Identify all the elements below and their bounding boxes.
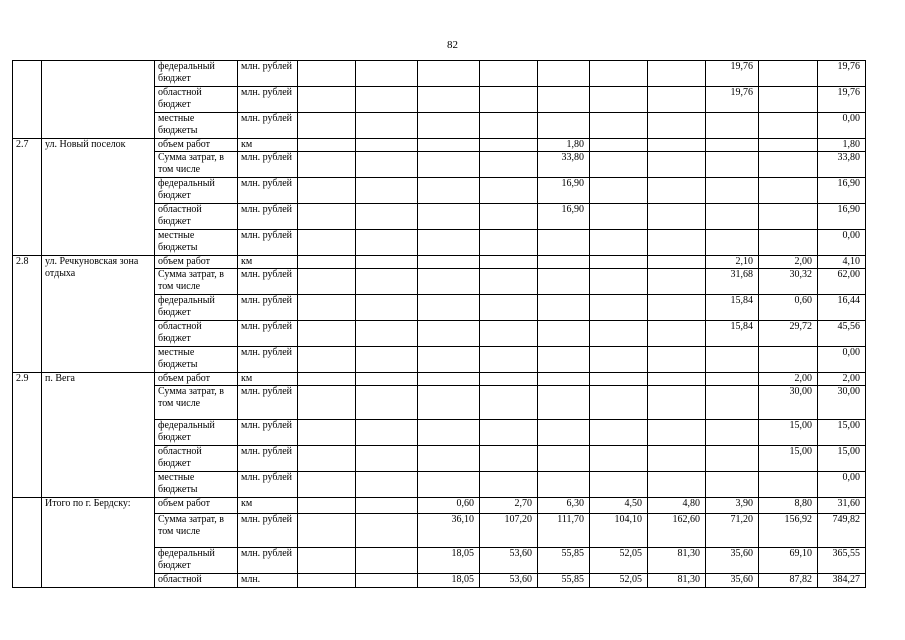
value-cell: [298, 178, 356, 204]
item-number: 2.8: [13, 256, 42, 373]
value-cell: [356, 295, 418, 321]
value-cell: [648, 373, 706, 386]
item-number: [13, 498, 42, 588]
table-row: [13, 139, 866, 152]
value-cell: [590, 152, 648, 178]
page-number: 82: [447, 39, 458, 51]
value-cell: [480, 347, 538, 373]
value-cell: [538, 230, 590, 256]
value-cell: 2,00: [759, 256, 818, 269]
value-cell: [706, 347, 759, 373]
unit-cell: млн. рублей: [238, 87, 298, 113]
value-cell: 62,00: [818, 269, 866, 295]
value-cell: [590, 420, 648, 446]
indicator-cell: областной бюджет: [155, 87, 238, 113]
table-row: [13, 256, 866, 269]
value-cell: [356, 152, 418, 178]
value-cell: [298, 113, 356, 139]
value-cell: [538, 373, 590, 386]
value-cell: [648, 347, 706, 373]
value-cell: [538, 472, 590, 498]
value-cell: [418, 420, 480, 446]
value-cell: 8,80: [759, 498, 818, 514]
value-cell: [298, 347, 356, 373]
value-cell: [356, 347, 418, 373]
value-cell: [418, 87, 480, 113]
value-cell: [590, 386, 648, 420]
value-cell: [759, 178, 818, 204]
value-cell: [538, 347, 590, 373]
value-cell: [590, 204, 648, 230]
unit-cell: млн. рублей: [238, 230, 298, 256]
value-cell: [590, 295, 648, 321]
value-cell: 365,55: [818, 548, 866, 574]
value-cell: 4,50: [590, 498, 648, 514]
value-cell: [706, 230, 759, 256]
value-cell: 2,00: [759, 373, 818, 386]
value-cell: 81,30: [648, 574, 706, 588]
value-cell: [480, 139, 538, 152]
value-cell: 71,20: [706, 514, 759, 548]
value-cell: [418, 152, 480, 178]
value-cell: [298, 548, 356, 574]
value-cell: 81,30: [648, 548, 706, 574]
value-cell: 16,90: [818, 204, 866, 230]
value-cell: 104,10: [590, 514, 648, 548]
table-row: [13, 61, 866, 87]
unit-cell: млн. рублей: [238, 472, 298, 498]
value-cell: [648, 139, 706, 152]
value-cell: 29,72: [759, 321, 818, 347]
unit-cell: млн. рублей: [238, 204, 298, 230]
value-cell: [706, 472, 759, 498]
value-cell: [480, 373, 538, 386]
value-cell: 18,05: [418, 574, 480, 588]
value-cell: [356, 256, 418, 269]
value-cell: [480, 446, 538, 472]
unit-cell: млн. рублей: [238, 61, 298, 87]
indicator-cell: местные бюджеты: [155, 230, 238, 256]
value-cell: [356, 498, 418, 514]
value-cell: [648, 446, 706, 472]
value-cell: [706, 113, 759, 139]
value-cell: [480, 204, 538, 230]
value-cell: [648, 178, 706, 204]
value-cell: 749,82: [818, 514, 866, 548]
value-cell: [590, 230, 648, 256]
value-cell: [480, 321, 538, 347]
value-cell: 19,76: [706, 87, 759, 113]
value-cell: [480, 152, 538, 178]
value-cell: [298, 269, 356, 295]
unit-cell: км: [238, 256, 298, 269]
value-cell: [298, 514, 356, 548]
value-cell: 0,00: [818, 472, 866, 498]
value-cell: 15,00: [759, 420, 818, 446]
value-cell: 1,80: [538, 139, 590, 152]
unit-cell: млн. рублей: [238, 514, 298, 548]
table-row: [13, 498, 866, 514]
value-cell: [706, 204, 759, 230]
value-cell: [648, 61, 706, 87]
value-cell: [480, 386, 538, 420]
indicator-cell: местные бюджеты: [155, 113, 238, 139]
object-name: ул. Новый поселок: [42, 139, 155, 256]
value-cell: [590, 113, 648, 139]
value-cell: [648, 256, 706, 269]
value-cell: 0,00: [818, 347, 866, 373]
value-cell: [418, 139, 480, 152]
value-cell: 16,90: [538, 178, 590, 204]
value-cell: 33,80: [818, 152, 866, 178]
unit-cell: км: [238, 373, 298, 386]
value-cell: [356, 321, 418, 347]
value-cell: 4,10: [818, 256, 866, 269]
value-cell: [356, 204, 418, 230]
value-cell: [418, 472, 480, 498]
indicator-cell: объем работ: [155, 139, 238, 152]
value-cell: [480, 295, 538, 321]
value-cell: [298, 61, 356, 87]
value-cell: 0,00: [818, 230, 866, 256]
value-cell: 19,76: [818, 61, 866, 87]
item-number: [13, 61, 42, 139]
value-cell: 0,00: [818, 113, 866, 139]
value-cell: [298, 256, 356, 269]
value-cell: [356, 87, 418, 113]
value-cell: 15,00: [818, 420, 866, 446]
value-cell: [538, 269, 590, 295]
value-cell: [298, 574, 356, 588]
value-cell: [418, 321, 480, 347]
value-cell: [298, 87, 356, 113]
indicator-cell: Сумма затрат, в том числе: [155, 152, 238, 178]
value-cell: [480, 87, 538, 113]
indicator-cell: областной бюджет: [155, 204, 238, 230]
value-cell: [298, 295, 356, 321]
value-cell: 30,32: [759, 269, 818, 295]
value-cell: [538, 113, 590, 139]
value-cell: [356, 178, 418, 204]
unit-cell: млн. рублей: [238, 295, 298, 321]
value-cell: 55,85: [538, 574, 590, 588]
indicator-cell: федеральный бюджет: [155, 61, 238, 87]
value-cell: 52,05: [590, 574, 648, 588]
value-cell: [480, 472, 538, 498]
value-cell: [356, 139, 418, 152]
value-cell: [298, 139, 356, 152]
value-cell: [418, 204, 480, 230]
value-cell: [298, 386, 356, 420]
value-cell: 15,84: [706, 321, 759, 347]
value-cell: [418, 113, 480, 139]
value-cell: [706, 373, 759, 386]
value-cell: 15,84: [706, 295, 759, 321]
value-cell: 87,82: [759, 574, 818, 588]
value-cell: [759, 139, 818, 152]
value-cell: [759, 347, 818, 373]
value-cell: [590, 87, 648, 113]
value-cell: [648, 420, 706, 446]
value-cell: [590, 139, 648, 152]
value-cell: [590, 347, 648, 373]
value-cell: [706, 420, 759, 446]
indicator-cell: федеральный бюджет: [155, 178, 238, 204]
value-cell: [298, 498, 356, 514]
value-cell: [480, 178, 538, 204]
value-cell: [538, 386, 590, 420]
value-cell: [538, 87, 590, 113]
value-cell: [706, 139, 759, 152]
indicator-cell: федеральный бюджет: [155, 420, 238, 446]
value-cell: [298, 230, 356, 256]
unit-cell: млн. рублей: [238, 269, 298, 295]
unit-cell: млн. рублей: [238, 321, 298, 347]
value-cell: [480, 61, 538, 87]
value-cell: [590, 256, 648, 269]
value-cell: [298, 472, 356, 498]
indicator-cell: Сумма затрат, в том числе: [155, 386, 238, 420]
value-cell: [590, 269, 648, 295]
value-cell: [759, 230, 818, 256]
value-cell: [706, 386, 759, 420]
value-cell: 384,27: [818, 574, 866, 588]
value-cell: [480, 113, 538, 139]
indicator-cell: областной: [155, 574, 238, 588]
value-cell: [356, 420, 418, 446]
value-cell: [298, 152, 356, 178]
value-cell: [418, 269, 480, 295]
value-cell: [356, 269, 418, 295]
value-cell: 19,76: [818, 87, 866, 113]
item-number: 2.7: [13, 139, 42, 256]
value-cell: 53,60: [480, 548, 538, 574]
value-cell: [298, 373, 356, 386]
value-cell: [418, 295, 480, 321]
value-cell: [356, 574, 418, 588]
value-cell: [356, 514, 418, 548]
object-name: п. Вега: [42, 373, 155, 498]
value-cell: [538, 61, 590, 87]
item-number: 2.9: [13, 373, 42, 498]
indicator-cell: Сумма затрат, в том числе: [155, 269, 238, 295]
value-cell: 19,76: [706, 61, 759, 87]
value-cell: [418, 446, 480, 472]
value-cell: [706, 152, 759, 178]
value-cell: [480, 420, 538, 446]
unit-cell: млн. рублей: [238, 113, 298, 139]
indicator-cell: объем работ: [155, 256, 238, 269]
value-cell: [298, 420, 356, 446]
value-cell: 16,44: [818, 295, 866, 321]
value-cell: 33,80: [538, 152, 590, 178]
value-cell: [356, 386, 418, 420]
value-cell: 107,20: [480, 514, 538, 548]
value-cell: 36,10: [418, 514, 480, 548]
value-cell: [356, 472, 418, 498]
value-cell: 18,05: [418, 548, 480, 574]
value-cell: 1,80: [818, 139, 866, 152]
value-cell: [706, 446, 759, 472]
value-cell: 45,56: [818, 321, 866, 347]
value-cell: [480, 269, 538, 295]
value-cell: 162,60: [648, 514, 706, 548]
value-cell: [418, 256, 480, 269]
value-cell: [356, 61, 418, 87]
value-cell: 6,30: [538, 498, 590, 514]
value-cell: 30,00: [759, 386, 818, 420]
object-name: [42, 61, 155, 139]
value-cell: [356, 548, 418, 574]
value-cell: 0,60: [759, 295, 818, 321]
value-cell: [298, 446, 356, 472]
unit-cell: млн. рублей: [238, 386, 298, 420]
value-cell: [538, 321, 590, 347]
unit-cell: млн. рублей: [238, 178, 298, 204]
value-cell: 16,90: [818, 178, 866, 204]
indicator-cell: Сумма затрат, в том числе: [155, 514, 238, 548]
value-cell: [648, 204, 706, 230]
indicator-cell: областной бюджет: [155, 321, 238, 347]
value-cell: 31,60: [818, 498, 866, 514]
value-cell: [418, 373, 480, 386]
value-cell: 3,90: [706, 498, 759, 514]
value-cell: [648, 113, 706, 139]
value-cell: [538, 295, 590, 321]
indicator-cell: местные бюджеты: [155, 347, 238, 373]
value-cell: [759, 87, 818, 113]
unit-cell: млн. рублей: [238, 152, 298, 178]
budget-table: [12, 60, 866, 588]
value-cell: 156,92: [759, 514, 818, 548]
unit-cell: млн. рублей: [238, 347, 298, 373]
value-cell: [356, 373, 418, 386]
value-cell: 2,10: [706, 256, 759, 269]
value-cell: 0,60: [418, 498, 480, 514]
value-cell: 16,90: [538, 204, 590, 230]
value-cell: [648, 295, 706, 321]
value-cell: [590, 446, 648, 472]
value-cell: [298, 204, 356, 230]
value-cell: 15,00: [818, 446, 866, 472]
value-cell: [418, 347, 480, 373]
value-cell: 69,10: [759, 548, 818, 574]
unit-cell: млн.: [238, 574, 298, 588]
value-cell: 35,60: [706, 574, 759, 588]
value-cell: [648, 269, 706, 295]
value-cell: [648, 87, 706, 113]
value-cell: 15,00: [759, 446, 818, 472]
value-cell: [648, 230, 706, 256]
value-cell: 2,00: [818, 373, 866, 386]
indicator-cell: федеральный бюджет: [155, 295, 238, 321]
value-cell: [590, 178, 648, 204]
indicator-cell: областной бюджет: [155, 446, 238, 472]
unit-cell: млн. рублей: [238, 548, 298, 574]
value-cell: 31,68: [706, 269, 759, 295]
value-cell: [590, 61, 648, 87]
value-cell: 53,60: [480, 574, 538, 588]
value-cell: [648, 152, 706, 178]
object-name: ул. Речкуновская зона отдыха: [42, 256, 155, 373]
table-row: [13, 373, 866, 386]
indicator-cell: федеральный бюджет: [155, 548, 238, 574]
value-cell: [480, 256, 538, 269]
value-cell: 55,85: [538, 548, 590, 574]
value-cell: [418, 230, 480, 256]
value-cell: [356, 113, 418, 139]
value-cell: [759, 113, 818, 139]
unit-cell: км: [238, 139, 298, 152]
indicator-cell: местные бюджеты: [155, 472, 238, 498]
value-cell: [418, 178, 480, 204]
value-cell: 30,00: [818, 386, 866, 420]
value-cell: 52,05: [590, 548, 648, 574]
value-cell: [538, 256, 590, 269]
value-cell: [648, 321, 706, 347]
value-cell: 2,70: [480, 498, 538, 514]
value-cell: [538, 446, 590, 472]
value-cell: [759, 152, 818, 178]
value-cell: [480, 230, 538, 256]
value-cell: [590, 321, 648, 347]
value-cell: [590, 472, 648, 498]
value-cell: [706, 178, 759, 204]
value-cell: 111,70: [538, 514, 590, 548]
indicator-cell: объем работ: [155, 498, 238, 514]
value-cell: [759, 204, 818, 230]
unit-cell: км: [238, 498, 298, 514]
value-cell: [356, 446, 418, 472]
unit-cell: млн. рублей: [238, 446, 298, 472]
value-cell: [356, 230, 418, 256]
value-cell: [418, 61, 480, 87]
value-cell: [759, 472, 818, 498]
object-name: Итого по г. Бердску:: [42, 498, 155, 588]
indicator-cell: объем работ: [155, 373, 238, 386]
value-cell: [298, 321, 356, 347]
value-cell: [648, 472, 706, 498]
value-cell: [538, 420, 590, 446]
value-cell: 4,80: [648, 498, 706, 514]
value-cell: [418, 386, 480, 420]
value-cell: [590, 373, 648, 386]
unit-cell: млн. рублей: [238, 420, 298, 446]
value-cell: [648, 386, 706, 420]
value-cell: [759, 61, 818, 87]
value-cell: 35,60: [706, 548, 759, 574]
